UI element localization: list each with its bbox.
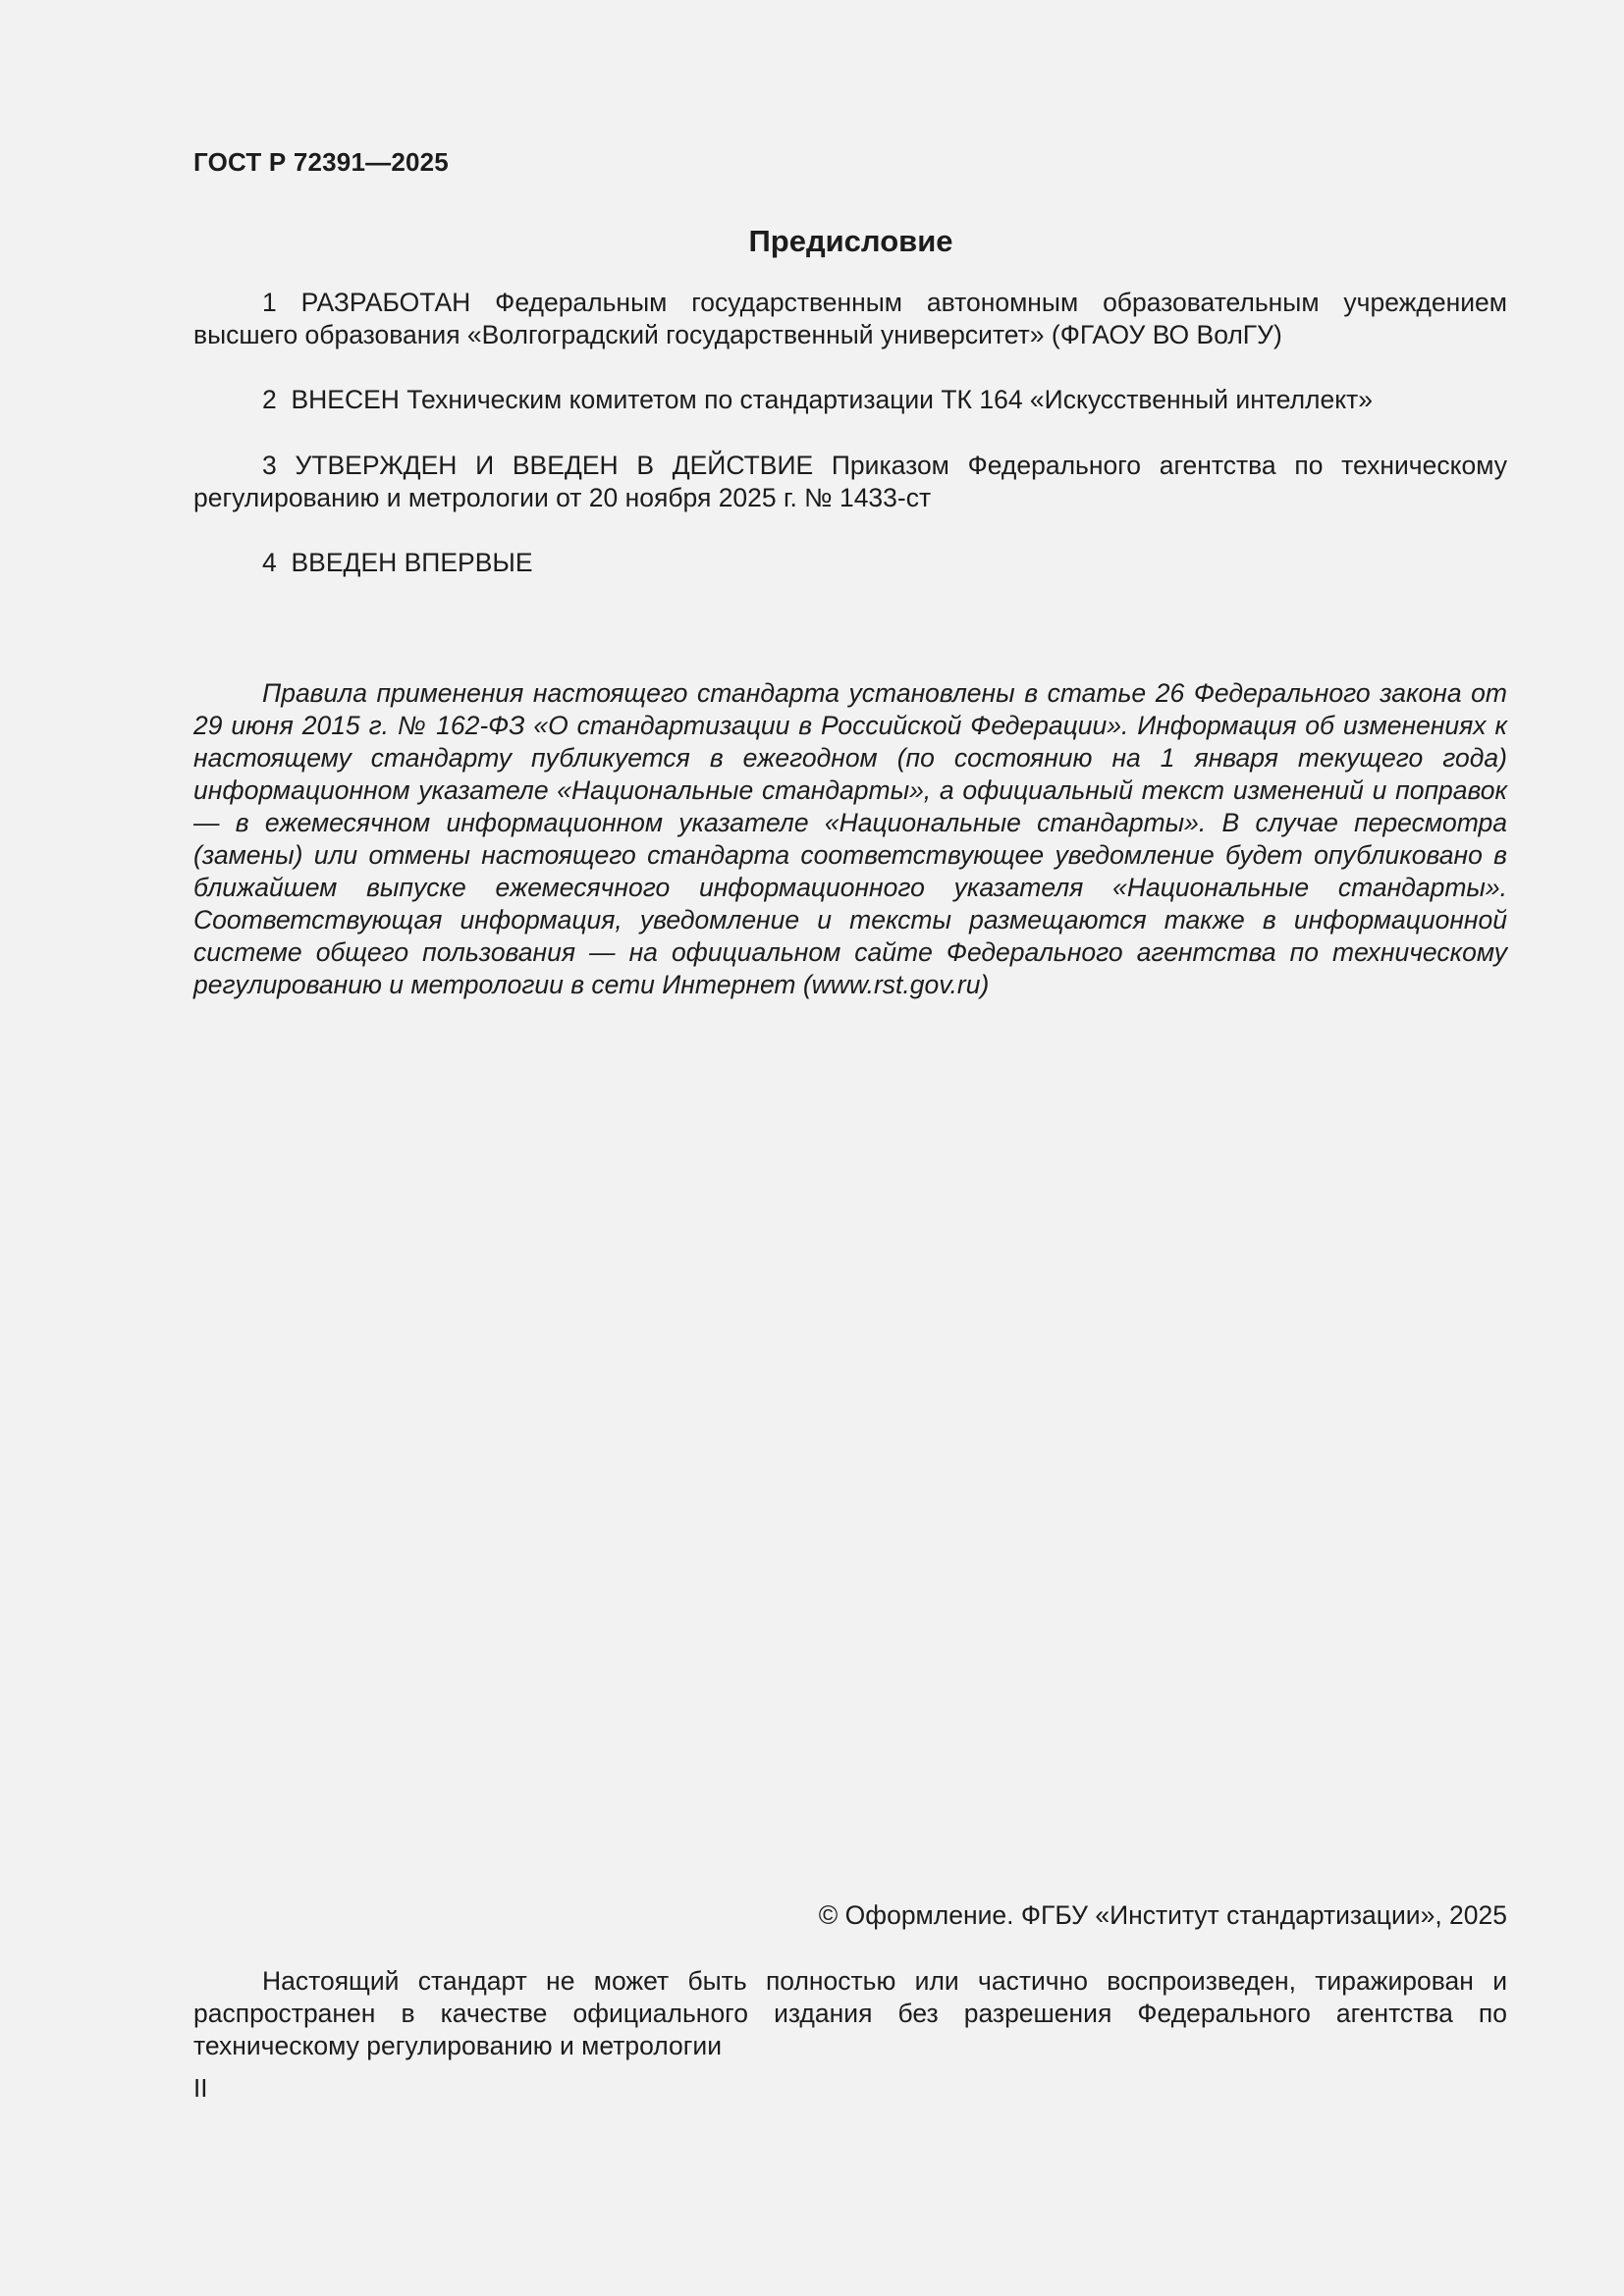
foreword-item-2 bbox=[193, 384, 1507, 416]
page-number: II bbox=[193, 2073, 208, 2103]
item-number: 1 bbox=[262, 288, 277, 317]
foreword-item-1 bbox=[193, 287, 1507, 351]
document-id: ГОСТ Р 72391—2025 bbox=[193, 147, 449, 177]
item-text: РАЗРАБОТАН Федеральным государственным автономным образовательным учреждением высшего образования «Волгоградский государственный университет» (ФГАОУ ВО ВолГУ) bbox=[193, 288, 1507, 349]
page-title: Предисловие bbox=[748, 224, 953, 258]
rights-notice bbox=[193, 1965, 1507, 2062]
notice-text: Правила применения настоящего стандарта установлены в статье 26 Федерального закона от 29 июня 2015 г. № 162-ФЗ «О стандартизации в Российской Федерации». Информация об изменениях к настоящему стандарту публикуется в ежегодном (по состоянию на 1 января текущего года) информационном указателе «Национальные стандарты», а официальный текст изменений и поправок — в ежемесячном информационном указателе «Национальные стандарты». В случае пересмотра (замены) или отмены настоящего стандарта соответствующее уведомление будет опубликовано в ближайшем выпуске ежемесячного информационного указателя «Национальные стандарты». Соответствующая информация, уведомление и тексты размещаются также в информационной системе общего пользования — на официальном сайте Федерального агентства по техническому регулированию и метрологии в сети Интернет (www.rst.gov.ru) bbox=[193, 678, 1507, 999]
item-number: 4 bbox=[262, 548, 277, 577]
item-text: ВВЕДЕН ВПЕРВЫЕ bbox=[291, 548, 533, 577]
rights-text: Настоящий стандарт не может быть полностью или частично воспроизведен, тиражирован и распространен в качестве официального издания без разрешения Федерального агентства по техническому регулированию и метрологии bbox=[193, 1966, 1507, 2060]
foreword-item-4 bbox=[193, 547, 1507, 579]
item-number: 2 bbox=[262, 385, 277, 414]
item-number: 3 bbox=[262, 451, 277, 480]
application-notice bbox=[193, 677, 1507, 1001]
foreword-item-3 bbox=[193, 450, 1507, 514]
item-text: УТВЕРЖДЕН И ВВЕДЕН В ДЕЙСТВИЕ Приказом Федерального агентства по техническому регулированию и метрологии от 20 ноября 2025 г. № 1433-ст bbox=[193, 451, 1507, 512]
item-text: ВНЕСЕН Техническим комитетом по стандартизации ТК 164 «Искусственный интеллект» bbox=[291, 385, 1373, 414]
copyright-line: © Оформление. ФГБУ «Институт стандартизации», 2025 bbox=[818, 1900, 1507, 1930]
